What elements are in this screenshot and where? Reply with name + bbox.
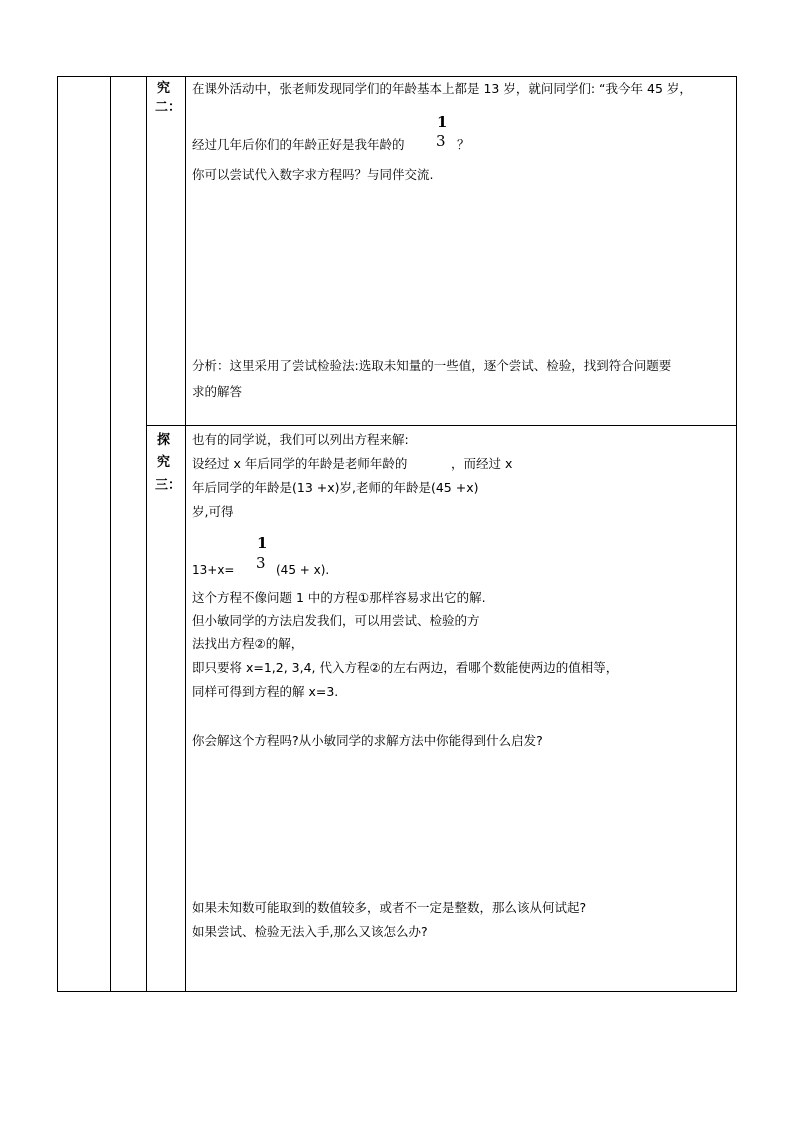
table-right-border: [736, 76, 737, 992]
problem-paragraph-1: 在课外活动中，张老师发现同学们的年龄基本上都是 13 岁，就问同学们: “我今年 45 岁，: [192, 81, 692, 96]
section-3-label-line2: 究: [157, 455, 171, 470]
text-line-3: 年后同学的年龄是(13 +x)岁,老师的年龄是(45 +x): [192, 480, 479, 495]
analysis-line-1: 分析：这里采用了尝试检验法:选取未知量的一些值，逐个尝试、检验，找到符合问题要: [192, 358, 672, 373]
column-divider-2: [146, 76, 147, 992]
fraction-numerator: 1: [437, 113, 448, 131]
table-left-border: [57, 76, 58, 992]
text-line-2b: ，而经过 x: [451, 456, 513, 471]
table-bottom-border: [57, 991, 737, 992]
analysis-line-2: 求的解答: [192, 384, 243, 399]
text-line-1: 也有的同学说，我们可以列出方程来解:: [192, 432, 409, 447]
table-top-border: [57, 76, 737, 77]
section-3-label-line3: 三：: [155, 478, 182, 493]
equation-fraction-numerator: 1: [257, 534, 268, 552]
text-line-6: 这个方程不像问题 1 中的方程①那样容易求出它的解.: [192, 590, 486, 605]
section-2-label-line2: 二：: [155, 100, 182, 115]
equation-left: 13+x=: [192, 563, 235, 577]
row-divider: [146, 425, 737, 426]
text-line-10: 同样可得到方程的解 x=3.: [192, 684, 339, 699]
problem-paragraph-3: 你可以尝试代入数字求方程吗？与同伴交流.: [192, 167, 434, 182]
question-2: 如果未知数可能取到的数值较多，或者不一定是整数，那么该从何试起?: [192, 900, 587, 915]
section-2-label-line1: 究: [157, 81, 171, 96]
equation-fraction-denominator: 3: [256, 554, 266, 572]
column-divider-1: [110, 76, 111, 992]
fraction-denominator: 3: [436, 132, 446, 150]
question-mark: ？: [457, 137, 470, 152]
text-line-4: 岁,可得: [192, 504, 234, 519]
column-divider-3: [185, 76, 186, 992]
question-1: 你会解这个方程吗?从小敏同学的求解方法中你能得到什么启发?: [192, 733, 543, 748]
text-line-2a: 设经过 x 年后同学的年龄是老师年龄的: [192, 456, 408, 471]
equation-right: (45 + x).: [276, 563, 330, 577]
text-line-9: 即只要将 x=1,2, 3,4, 代入方程②的左右两边，看哪个数能使两边的值相等，: [192, 660, 619, 675]
question-3: 如果尝试、检验无法入手,那么又该怎么办?: [192, 924, 428, 939]
section-3-label-line1: 探: [157, 433, 171, 448]
text-line-7: 但小敏同学的方法启发我们，可以用尝试、检验的方: [192, 613, 480, 628]
text-line-8: 法找出方程②的解，: [192, 636, 304, 651]
problem-paragraph-2: 经过几年后你们的年龄正好是我年龄的: [192, 137, 405, 152]
